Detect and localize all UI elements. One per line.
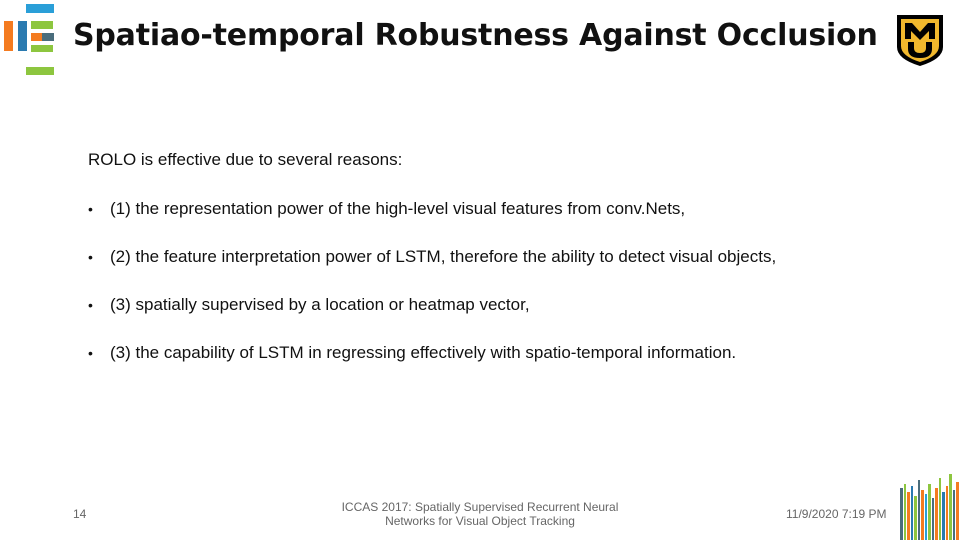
bullet-marker: • <box>88 345 93 361</box>
bullet-list <box>88 198 776 390</box>
footer-date: 11/9/2020 7:19 PM <box>786 507 887 521</box>
bullet-marker: • <box>88 201 93 217</box>
bullet-text: (3) spatially supervised by a location or heatmap vector, <box>110 295 530 314</box>
bullet-text: (3) the capability of LSTM in regressing effectively with spatio-temporal information. <box>110 343 737 362</box>
intro-text: ROLO is effective due to several reasons: <box>88 150 403 169</box>
mizzou-mu-logo-icon <box>895 13 945 67</box>
bullet-item <box>88 294 776 342</box>
bullet-item <box>88 198 776 246</box>
illinois-e-logo-icon <box>4 4 56 76</box>
slide-title: Spatiao-temporal Robustness Against Occlusion <box>73 18 878 53</box>
footer-citation-line: Networks for Visual Object Tracking <box>385 514 575 528</box>
bullet-marker: • <box>88 249 93 265</box>
bullet-text: (2) the feature interpretation power of LSTM, therefore the ability to detect visual objects, <box>110 247 777 266</box>
footer-citation <box>320 500 640 528</box>
footer-citation-line: ICCAS 2017: Spatially Supervised Recurrent Neural <box>341 500 619 514</box>
bullet-item <box>88 342 776 390</box>
bullet-text: (1) the representation power of the high-level visual features from conv.Nets, <box>110 199 686 218</box>
page-number: 14 <box>73 507 87 521</box>
bullet-marker: • <box>88 297 93 313</box>
vertical-bars-decoration-icon <box>898 472 960 540</box>
bullet-item <box>88 246 776 294</box>
